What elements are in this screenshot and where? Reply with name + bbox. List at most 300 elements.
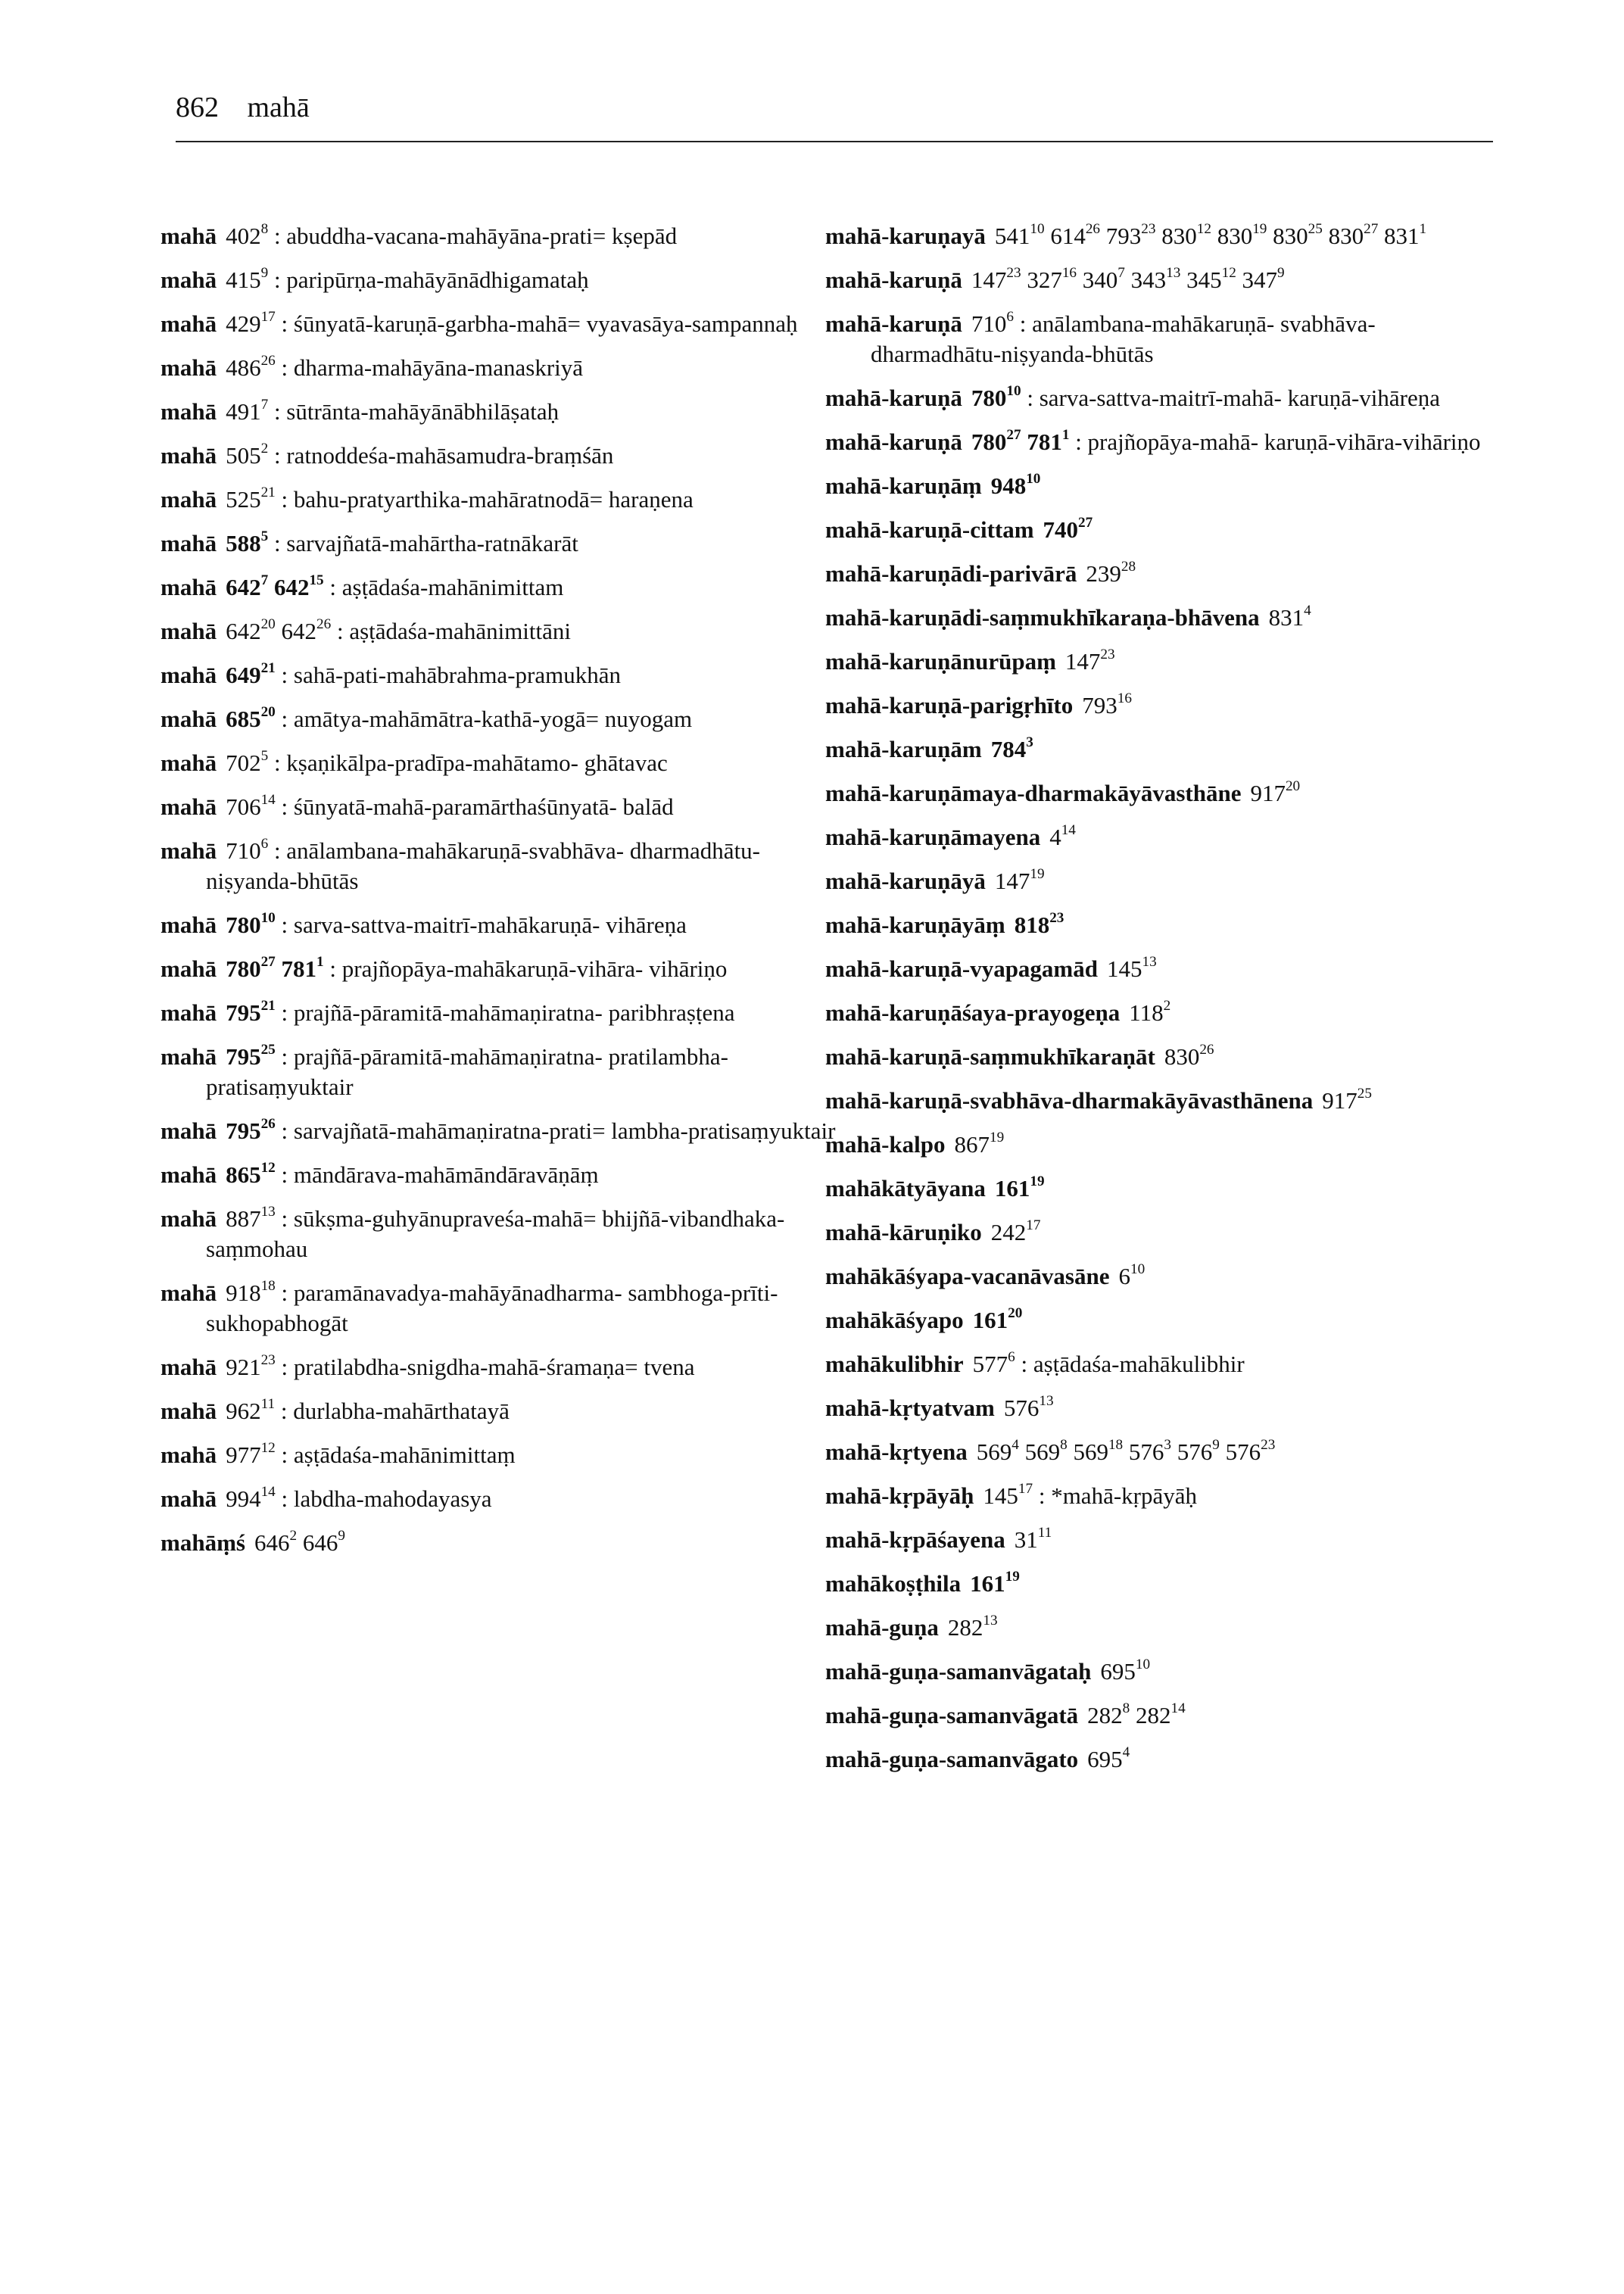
reference-list — [971, 382, 1021, 411]
reference-list — [226, 1439, 276, 1468]
headword: mahā — [161, 1354, 217, 1380]
index-entry — [825, 1393, 1492, 1423]
ref-page: 706 — [226, 793, 261, 820]
ref-line: 7 — [260, 396, 269, 413]
ref-page: 525 — [226, 486, 261, 513]
ref-page: 569 — [1024, 1438, 1061, 1465]
index-entry — [825, 1700, 1492, 1731]
headword: mahā — [161, 1398, 217, 1424]
ref-line: 6 — [1008, 1348, 1015, 1365]
index-entry — [161, 1396, 842, 1426]
ref-line: 20 — [260, 616, 276, 632]
reference-list — [226, 955, 324, 982]
ref-line: 10 — [1130, 1261, 1146, 1277]
page-reference — [948, 1614, 998, 1641]
gloss: : ratnoddeśa-mahāsamudra-braṃśān — [268, 442, 614, 469]
page-reference — [226, 618, 276, 644]
ref-page: 831 — [1384, 223, 1420, 249]
headword: mahā — [161, 398, 217, 425]
reference-list — [991, 1219, 1041, 1245]
headword: mahā — [161, 618, 217, 644]
page-reference — [954, 1131, 1004, 1158]
ref-line: 25 — [1357, 1085, 1372, 1102]
reference-list — [226, 266, 268, 293]
ref-page: 31 — [1014, 1526, 1038, 1553]
gloss: : durlabha-mahārthatayā — [275, 1398, 510, 1424]
headword: mahākātyāyana — [825, 1175, 986, 1202]
page-reference — [1107, 955, 1157, 982]
reference-list — [226, 1485, 276, 1512]
reference-list — [991, 736, 1033, 762]
reference-list — [983, 1482, 1033, 1509]
reference-list — [226, 310, 276, 337]
ref-page: 345 — [1186, 266, 1222, 293]
index-entry — [825, 910, 1492, 940]
ref-page: 118 — [1129, 999, 1164, 1026]
headword: mahā-kalpo — [825, 1131, 946, 1158]
page-reference — [226, 442, 268, 469]
reference-list — [1164, 1043, 1214, 1070]
headword: mahā-karuṇā — [825, 266, 962, 293]
ref-page: 402 — [226, 223, 261, 249]
reference-list — [1065, 648, 1115, 675]
index-entry — [161, 836, 842, 896]
index-entry — [161, 572, 842, 603]
ref-page: 780 — [226, 955, 261, 982]
ref-page: 918 — [226, 1279, 261, 1306]
page-reference — [226, 1117, 276, 1144]
page-reference — [1065, 648, 1115, 675]
index-entry — [825, 383, 1492, 413]
gloss: : śūnyatā-karuṇā-garbha-mahā= vyavasāya-sampannaḥ — [275, 310, 798, 337]
headword: mahā-kṛpāśayena — [825, 1526, 1005, 1553]
page-reference — [1050, 220, 1101, 249]
ref-page: 161 — [972, 1307, 1008, 1333]
page-reference — [1086, 560, 1136, 587]
ref-page: 614 — [1050, 223, 1086, 249]
ref-line: 3 — [1164, 1436, 1171, 1453]
ref-line: 12 — [1196, 220, 1211, 237]
ref-page: 917 — [1250, 780, 1286, 806]
headword: mahā-karuṇayā — [825, 223, 986, 249]
ref-page: 642 — [281, 618, 317, 644]
ref-line: 14 — [260, 791, 276, 808]
ref-page: 576 — [1003, 1395, 1040, 1421]
headword: mahā — [161, 837, 217, 864]
ref-page: 147 — [1064, 648, 1101, 675]
page-reference — [1328, 220, 1379, 249]
ref-page: 415 — [226, 266, 261, 293]
index-entry — [825, 647, 1492, 677]
ref-line: 6 — [260, 835, 269, 852]
ref-page: 642 — [273, 574, 310, 600]
reference-list — [1014, 909, 1064, 938]
ref-line: 20 — [1008, 1304, 1023, 1321]
ref-page: 239 — [1086, 560, 1121, 587]
page-reference — [995, 1175, 1045, 1202]
ref-line: 5 — [260, 747, 269, 764]
ref-page: 818 — [1014, 912, 1050, 938]
ref-line: 12 — [1221, 264, 1236, 281]
page-reference — [226, 1351, 276, 1380]
page-reference — [1242, 266, 1285, 293]
ref-line: 17 — [260, 308, 276, 325]
gloss: : paripūrṇa-mahāyānādhigamataḥ — [268, 266, 589, 293]
headword: mahā — [161, 706, 217, 732]
ref-page: 795 — [226, 999, 261, 1026]
reference-list — [1269, 604, 1311, 631]
gloss: : sūkṣma-guhyānupraveśa-mahā= bhijñā-vibandhaka-saṃmohau — [206, 1205, 785, 1262]
page-title: mahā — [247, 92, 310, 123]
page-number: 862 — [176, 92, 219, 123]
index-entry — [825, 427, 1492, 457]
page-reference — [226, 220, 269, 249]
reference-list — [1119, 1263, 1146, 1289]
gloss: : amātya-mahāmātra-kathā-yogā= nuyogam — [275, 706, 693, 732]
index-entry — [825, 954, 1492, 984]
index-entry — [161, 704, 842, 734]
gloss: : māndārava-mahāmāndāravāṇāṃ — [275, 1161, 599, 1188]
index-entry — [161, 528, 842, 559]
headword: mahā-karuṇāyā — [825, 868, 986, 894]
reference-list — [1087, 1702, 1186, 1728]
page-reference — [1177, 1438, 1220, 1465]
ref-line: 25 — [1308, 220, 1323, 237]
headword: mahākāśyapa-vacanāvasāne — [825, 1263, 1110, 1289]
headword: mahā-kṛpāyāḥ — [825, 1482, 974, 1509]
ref-line: 19 — [1030, 865, 1045, 882]
ref-page: 486 — [226, 354, 261, 381]
ref-line: 12 — [260, 1439, 276, 1456]
index-entry — [825, 734, 1492, 765]
page-reference — [994, 220, 1045, 249]
page-reference — [970, 1570, 1020, 1597]
ref-line: 14 — [1061, 821, 1076, 838]
ref-page: 642 — [226, 574, 261, 600]
ref-line: 1 — [316, 953, 324, 970]
page-reference — [226, 1161, 276, 1188]
ref-line: 10 — [1030, 220, 1045, 237]
reference-list — [1250, 780, 1300, 806]
ref-page: 569 — [1073, 1438, 1108, 1465]
reference-list — [226, 530, 268, 556]
index-entry — [161, 221, 842, 251]
headword: mahā-karuṇādi-parivārā — [825, 560, 1077, 587]
reference-list — [226, 1395, 276, 1424]
page-reference — [1043, 516, 1093, 543]
page-reference — [226, 1279, 276, 1306]
page-reference — [971, 382, 1021, 411]
ref-page: 161 — [994, 1175, 1030, 1202]
ref-page: 784 — [990, 736, 1027, 762]
page-reference — [282, 618, 332, 644]
gloss: : anālambana-mahākaruṇā- svabhāva-dharmadhātu-niṣyanda-bhūtās — [871, 310, 1376, 367]
ref-page: 702 — [226, 750, 261, 776]
index-entry — [825, 603, 1492, 633]
ref-page: 6 — [1118, 1263, 1130, 1289]
ref-line: 20 — [1285, 778, 1301, 794]
reference-list — [226, 1043, 276, 1070]
reference-list — [226, 398, 268, 425]
page-reference — [971, 266, 1021, 293]
ref-page: 887 — [226, 1205, 261, 1232]
headword: mahā-karuṇā-parigṛhīto — [825, 692, 1074, 718]
page-reference — [1136, 1702, 1186, 1728]
headword: mahā-karuṇāṃ — [825, 472, 982, 499]
reference-list — [994, 220, 1427, 249]
ref-page: 695 — [1100, 1658, 1136, 1685]
page-reference — [1129, 999, 1170, 1026]
ref-page: 147 — [994, 868, 1030, 894]
ref-line: 8 — [260, 220, 269, 237]
ref-line: 2 — [289, 1527, 298, 1544]
gloss: : abuddha-vacana-mahāyāna-prati= kṣepād — [268, 223, 678, 249]
page-reference — [994, 865, 1045, 894]
ref-page: 577 — [972, 1351, 1008, 1377]
headword: mahā-kṛtyatvam — [825, 1395, 995, 1421]
gloss: : anālambana-mahākaruṇā-svabhāva- dharmadhātu-niṣyanda-bhūtās — [206, 837, 761, 894]
ref-page: 569 — [976, 1438, 1012, 1465]
index-entry — [161, 910, 842, 940]
reference-list — [995, 1175, 1045, 1202]
reference-list — [971, 266, 1285, 293]
reference-list — [226, 618, 331, 644]
ref-line: 10 — [1026, 470, 1041, 487]
page-reference — [303, 1529, 345, 1556]
index-entry — [161, 265, 842, 295]
headword: mahā-karuṇā-vyapagamād — [825, 955, 1098, 982]
ref-line: 23 — [260, 1351, 276, 1368]
reference-list — [948, 1614, 998, 1641]
gloss: : labdha-mahodayasya — [275, 1485, 492, 1512]
headword: mahā — [161, 1161, 217, 1188]
ref-line: 27 — [1078, 514, 1093, 531]
reference-list — [991, 472, 1041, 499]
ref-page: 830 — [1164, 1043, 1200, 1070]
page-reference — [226, 486, 276, 513]
ref-page: 710 — [971, 310, 1007, 337]
gloss: : dharma-mahāyāna-manaskriyā — [275, 354, 584, 381]
index-entry — [161, 954, 842, 984]
reference-list — [1129, 999, 1170, 1026]
page-reference — [1087, 1702, 1130, 1728]
page-reference — [991, 1219, 1041, 1245]
ref-page: 327 — [1027, 266, 1062, 293]
ref-line: 15 — [309, 572, 324, 588]
reference-list — [226, 1279, 276, 1306]
ref-page: 347 — [1242, 266, 1278, 293]
headword: mahāṃś — [161, 1529, 245, 1556]
reference-list — [1082, 692, 1132, 718]
ref-page: 780 — [226, 912, 261, 938]
page-reference — [226, 1205, 276, 1232]
page-reference — [1105, 220, 1156, 249]
ref-line: 1 — [1419, 220, 1427, 237]
page-reference — [1087, 1746, 1130, 1772]
headword: mahā-karuṇā-cittam — [825, 516, 1034, 543]
ref-line: 23 — [1100, 646, 1115, 662]
ref-line: 2 — [1163, 997, 1171, 1014]
index-entry — [161, 616, 842, 647]
gloss: : aṣṭādaśa-mahānimittam — [323, 574, 564, 600]
page-reference — [282, 955, 324, 982]
index-entry — [825, 1481, 1492, 1511]
index-entry — [825, 1217, 1492, 1248]
ref-line: 11 — [1037, 1524, 1052, 1541]
ref-line: 21 — [260, 659, 276, 676]
page-reference — [226, 354, 276, 381]
ref-line: 14 — [1170, 1700, 1186, 1716]
ref-page: 576 — [1177, 1438, 1213, 1465]
headword: mahākāśyapo — [825, 1307, 964, 1333]
reference-list — [1100, 1658, 1150, 1685]
headword: mahā — [161, 1043, 217, 1070]
index-entry — [161, 748, 842, 778]
page-reference — [1161, 220, 1211, 249]
index-entry — [825, 1525, 1492, 1555]
ref-page: 343 — [1130, 266, 1167, 293]
ref-line: 26 — [260, 1115, 276, 1132]
index-entry — [825, 265, 1492, 295]
ref-line: 26 — [1085, 220, 1101, 237]
ref-line: 13 — [260, 1203, 276, 1220]
ref-page: 646 — [254, 1529, 290, 1556]
reference-list — [972, 1304, 1023, 1333]
ref-page: 282 — [1136, 1702, 1171, 1728]
ref-page: 505 — [226, 442, 261, 469]
page-reference — [226, 955, 276, 982]
page-reference — [226, 1043, 276, 1070]
index-entry — [161, 485, 842, 515]
index-entry — [825, 1130, 1492, 1160]
headword: mahā-guṇa-samanvāgatā — [825, 1702, 1079, 1728]
reference-list — [226, 909, 276, 938]
headword: mahā — [161, 530, 217, 556]
ref-line: 10 — [260, 909, 276, 926]
page-reference — [226, 793, 276, 820]
gloss: : aṣṭādaśa-mahānimittāni — [331, 618, 572, 644]
ref-page: 830 — [1161, 223, 1197, 249]
headword: mahā-guṇa-samanvāgato — [825, 1746, 1079, 1772]
ref-page: 242 — [990, 1219, 1027, 1245]
reference-list — [971, 426, 1070, 455]
index-entry — [161, 1440, 842, 1470]
page-reference — [226, 574, 268, 600]
headword: mahā — [161, 750, 217, 776]
index-entry — [161, 660, 842, 690]
ref-line: 26 — [316, 616, 332, 632]
right-column — [825, 221, 1492, 1788]
ref-page: 282 — [1087, 1702, 1123, 1728]
index-entry — [825, 778, 1492, 809]
index-entry — [161, 397, 842, 427]
gloss: : aṣṭādaśa-mahānimittaṃ — [275, 1442, 516, 1468]
page-reference — [1073, 1438, 1123, 1465]
page-reference — [274, 574, 324, 600]
page-reference — [1186, 266, 1236, 293]
ref-line: 4 — [1011, 1436, 1019, 1453]
index-entry — [825, 515, 1492, 545]
index-entry — [825, 1305, 1492, 1336]
reference-list — [1043, 516, 1093, 543]
ref-line: 17 — [1026, 1217, 1041, 1233]
ref-page: 795 — [226, 1043, 261, 1070]
page-reference — [1027, 266, 1077, 293]
page-reference — [1119, 1263, 1146, 1289]
ref-line: 26 — [1199, 1041, 1214, 1058]
index-entry — [825, 822, 1492, 852]
headword: mahā-karuṇādi-saṃmukhīkaraṇa-bhāvena — [825, 604, 1260, 631]
reference-list — [226, 1205, 276, 1232]
ref-line: 13 — [1039, 1392, 1054, 1409]
ref-line: 20 — [260, 703, 276, 720]
page-reference — [971, 310, 1014, 337]
index-entry — [161, 1042, 842, 1102]
ref-line: 16 — [1061, 264, 1077, 281]
gloss: : sarvajñatā-mahāmaṇiratna-prati= lambha-pratisaṃyuktair — [275, 1117, 836, 1144]
ref-page: 830 — [1217, 223, 1253, 249]
left-column — [161, 221, 842, 1572]
page-reference — [972, 1348, 1015, 1377]
page-reference — [226, 747, 269, 776]
reference-list — [994, 865, 1045, 894]
page-reference — [1015, 1526, 1052, 1553]
index-entry — [161, 309, 842, 339]
headword: mahā-karuṇām — [825, 736, 982, 762]
index-entry — [161, 998, 842, 1028]
ref-line: 14 — [260, 1483, 276, 1500]
reference-list — [226, 354, 276, 381]
reference-list — [1107, 955, 1157, 982]
reference-list — [226, 747, 269, 776]
page-reference — [1384, 220, 1427, 249]
index-entry — [825, 1042, 1492, 1072]
index-entry — [825, 1261, 1492, 1292]
ref-page: 831 — [1268, 604, 1304, 631]
page-reference — [1129, 1438, 1171, 1465]
ref-page: 282 — [947, 1614, 983, 1641]
reference-list — [1003, 1392, 1054, 1421]
ref-line: 26 — [260, 352, 276, 369]
ref-line: 7 — [260, 572, 269, 588]
ref-line: 27 — [260, 953, 276, 970]
ref-line: 13 — [1142, 953, 1157, 970]
ref-line: 19 — [1005, 1568, 1020, 1585]
ref-line: 27 — [1006, 426, 1021, 443]
gloss: : kṣaṇikālpa-pradīpa-mahātamo- ghātavac — [268, 750, 668, 776]
headword: mahā-kṛtyena — [825, 1438, 968, 1465]
reference-list — [226, 220, 269, 249]
ref-page: 147 — [971, 266, 1007, 293]
page-reference — [1003, 1392, 1054, 1421]
ref-page: 541 — [994, 223, 1030, 249]
ref-line: 28 — [1121, 558, 1136, 575]
gloss: : sarva-sattva-maitrī-mahā- karuṇā-vihāreṇa — [1021, 385, 1440, 411]
ref-page: 994 — [226, 1485, 261, 1512]
index-entry — [825, 866, 1492, 896]
reference-list — [1015, 1526, 1052, 1553]
page-reference — [1217, 220, 1267, 249]
ref-page: 340 — [1082, 266, 1118, 293]
page-reference — [1164, 1043, 1214, 1070]
headword: mahā-karuṇā-saṃmukhīkaraṇāt — [825, 1043, 1155, 1070]
ref-line: 5 — [260, 528, 269, 544]
ref-line: 19 — [1252, 220, 1267, 237]
index-entry — [825, 1173, 1492, 1204]
page-reference — [1025, 1438, 1068, 1465]
ref-page: 685 — [226, 706, 261, 732]
headword: mahā — [161, 354, 217, 381]
